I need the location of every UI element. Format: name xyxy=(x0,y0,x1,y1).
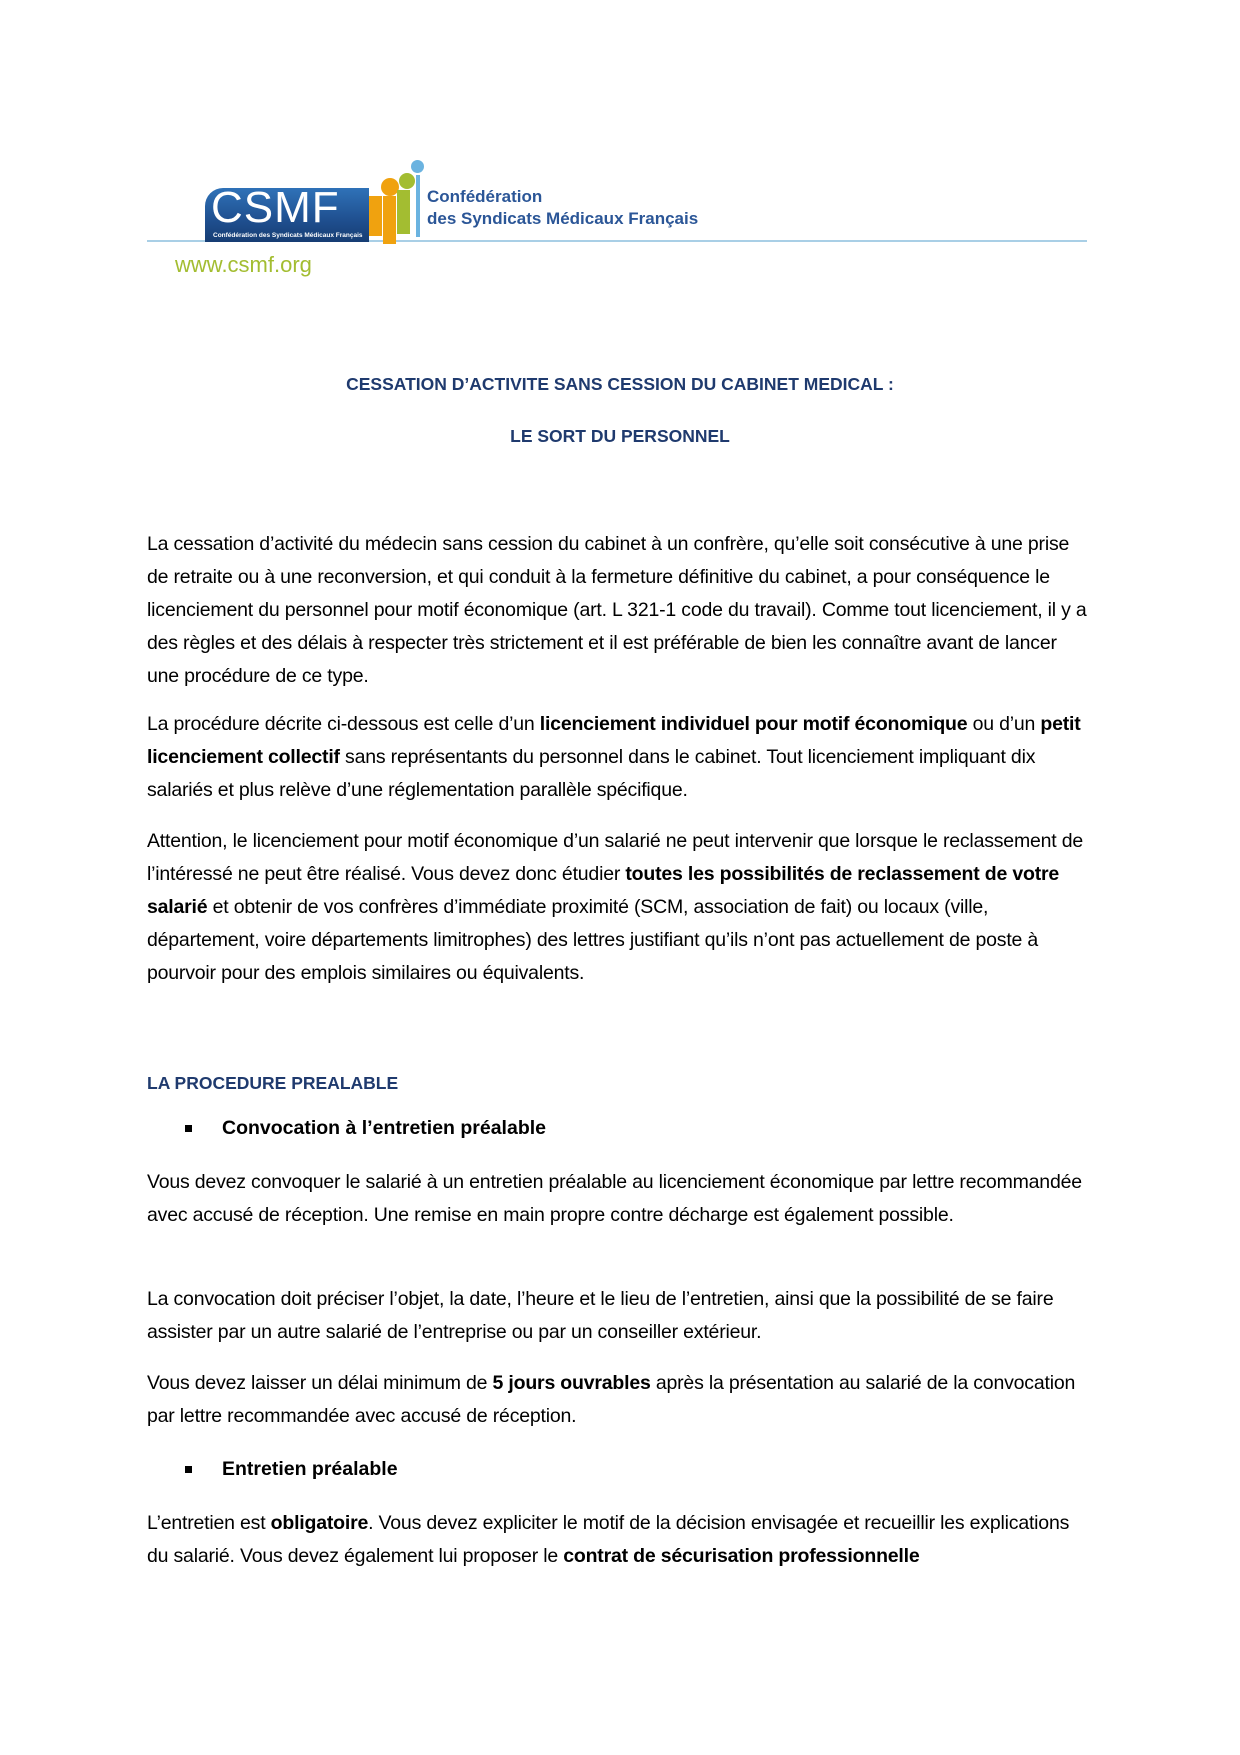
convocation-paragraph-2: La convocation doit préciser l’objet, la date, l’heure et le lieu de l’entretien, ainsi que la possibilité de se faire assister par un autre salarié de l’entreprise ou par un conseiller extérieur. xyxy=(147,1288,1054,1343)
logo-text: CSMF xyxy=(211,188,340,232)
bullet-square-icon xyxy=(185,1125,192,1132)
organization-name: Confédération des Syndicats Médicaux Français xyxy=(427,187,699,228)
subsection-convocation: Convocation à l’entretien préalable xyxy=(185,1117,546,1140)
document-title-line1: CESSATION D’ACTIVITE SANS CESSION DU CABINET MEDICAL : xyxy=(346,374,894,394)
convocation-paragraph-1: Vous devez convoquer le salarié à un entretien préalable au licenciement économique par lettre recommandée avec accusé de réception. Une remise en main propre contre décharge est également possible. xyxy=(147,1171,1082,1226)
intro-paragraph-3: Attention, le licenciement pour motif économique d’un salarié ne peut intervenir que lorsque le reclassement de l’intéressé ne peut être réalisé. Vous devez donc étudier toutes les possibilités de reclassement de votre salarié et obtenir de vos confrères d’immédiate proximité (SCM, association de fait) ou locaux (ville, département, voire départements limitrophes) des lettres justifiant qu’ils n’ont pas actuellement de poste à pourvoir pour des emplois similaires ou équivalents. xyxy=(147,830,1084,984)
letterhead xyxy=(147,160,1092,280)
logo-subtext: Confédération des Syndicats Médicaux Français xyxy=(213,232,363,239)
website-url: www.csmf.org xyxy=(175,252,312,277)
entretien-paragraph: L’entretien est obligatoire. Vous devez expliciter le motif de la décision envisagée et recueillir les explications du salarié. Vous devez également lui proposer le contrat de sécurisation professionnelle xyxy=(147,1512,1070,1567)
document-title-line2: LE SORT DU PERSONNEL xyxy=(510,426,730,446)
bullet-square-icon xyxy=(185,1466,192,1473)
intro-paragraph-2: La procédure décrite ci-dessous est celle d’un licenciement individuel pour motif économique ou d’un petit licenciement collectif sans représentants du personnel dans le cabinet. Tout licenciement impliquant dix salariés et plus relève d’une réglementation parallèle spécifique. xyxy=(147,713,1081,801)
csmf-logo xyxy=(205,188,369,242)
logo-figures-icon xyxy=(369,160,419,250)
subsection-entretien: Entretien préalable xyxy=(185,1458,398,1481)
intro-paragraph-1: La cessation d’activité du médecin sans cession du cabinet à un confrère, qu’elle soit consécutive à une prise de retraite ou à une reconversion, et qui conduit à la fermeture définitive du cabinet, a pour conséquence le licenciement du personnel pour motif économique (art. L 321-1 code du travail). Comme tout licenciement, il y a des règles et des délais à respecter très strictement et il est préférable de bien les connaître avant de lancer une procédure de ce type. xyxy=(147,533,1087,687)
section-heading: LA PROCEDURE PREALABLE xyxy=(147,1073,399,1093)
convocation-paragraph-3: Vous devez laisser un délai minimum de 5 jours ouvrables après la présentation au salarié de la convocation par lettre recommandée avec accusé de réception. xyxy=(147,1372,1076,1427)
